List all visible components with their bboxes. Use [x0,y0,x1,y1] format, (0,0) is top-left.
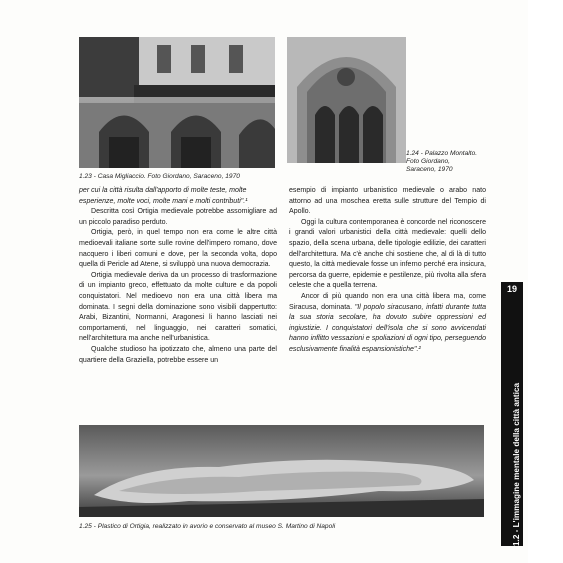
paragraph-quote: "Il popolo siracusano, infatti durante tutta la sua storia secolare, ha dovuto subire oppressioni ed ingiustizie. I conquistatori dell'isola che si sono avvicendati hanno inflitto vessazioni e spoliazioni di ogni tipo, perseguendo esclusivamente finalità espansionistiche".² [289,303,486,353]
ivory-model-image [79,425,484,517]
caption-fig-1-24 [406,150,492,175]
paragraph: Ortigia, però, in quel tempo non era come le altre città medioevali italiane sorte sulle rovine dell'impero romano, dove nacquero i liberi comuni e dove, per la seconda volta, dopo quella di Pericle ad Atene, si sviluppò una nuova democrazia. [79,229,277,269]
paragraph-lead: Ancor di più quando non era una città libera ma, come Siracusa, dominata. [289,292,486,311]
caption-fig-1-25: 1.25 - Plastico di Ortigia, realizzato in avorio e conservato al museo S. Martino di Napoli [79,523,336,530]
text-column-left [79,186,277,366]
caption-fig-1-24-line3: Saraceno, 1970 [406,166,453,174]
photo-plastico-ortigia [79,425,484,517]
paragraph: Oggi la cultura contemporanea è concorde nel riconoscere i grandi valori urbanistici della città medievale: quelli dello spazio, della scena urbana, delle tipologie edilizie, dei caratteri dell'architettura. Ma c'è anche chi sostiene che, al di là di tutto questo, la città medievale fosse un inferno perché era insicura, percorsa da guerre, epidemie e pestilenze, più rivolta alla sfera celeste che a quella terrena. [289,218,486,290]
caption-fig-1-24-line1: 1.24 - Palazzo Montalto. [406,150,478,157]
paragraph: Descritta così Ortigia medievale potrebbe assomigliare ad un piccolo paradiso perduto. [79,208,277,226]
paragraph: Qualche studioso ha ipotizzato che, almeno una parte del quartiere della Graziella, potrebbe essere un [79,345,277,364]
paragraph [289,292,486,356]
photo-palazzo-montalto [287,37,406,163]
building-facade-image [79,37,275,168]
text-column-right [289,186,486,356]
paragraph: esempio di impianto urbanistico medievale o arabo nato attorno ad una moschea eretta sulle strutture del Tempio di Apollo. [289,187,486,216]
quote-line: per cui la città risulta dall'apporto di molte teste, molte [79,187,247,194]
photo-casa-migliaccio [79,37,275,168]
paragraph: Ortigia medievale deriva da un processo di trasformazione di un impianto greco, effettuato da molte culture e da popoli conquistatori. Nel medioevo non era una città libera ma dominata. I segni della dominazione sono visibili dappertutto: Arabi, Bizantini, Normanni, Aragonesi li hanno lasciati nei comportamenti, nel linguaggio, nei caratteri somatici, nell'architettura ma anche nell'urbanistica. [79,271,277,343]
page-edge [528,0,563,563]
caption-fig-1-23: 1.23 - Casa Migliaccio. Foto Giordano, Saraceno, 1970 [79,173,240,180]
gothic-window-image [287,37,406,163]
caption-fig-1-24-line2: Foto Giordano, [406,158,450,166]
chapter-title-vertical: 1.2 - L'immagine mentale della città antica [512,382,521,546]
page-number: 19 [506,284,517,294]
quote-line: esperienze, molte voci, molte mani e molti contributi".¹ [79,197,248,205]
